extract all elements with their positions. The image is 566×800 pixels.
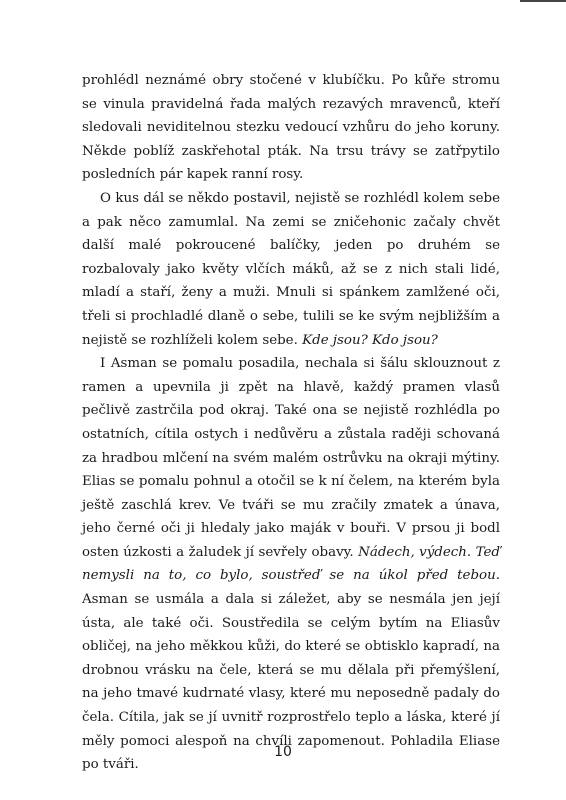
paragraph-3-italic: Nádech, výdech. Teď nemysli na to, co bylo, soustřeď se na úkol před tebou. xyxy=(82,544,500,584)
paragraph-3-text-a: I Asman se pomalu posadila, nechala si šálu sklouznout z ramen a upevnila ji zpět na hlavě, každý pramen vlasů pečlivě zastrčila pod okraj. Také ona se nejistě rozhlédla po ostatních, cítila ostych i nedůvěru a zůstala raději schovaná za hradbou mlčení na svém malém ostrůvku na okraji mýtiny. Elias se pomalu pohnul a otočil se k ní čelem, na kterém byla ještě zaschlá krev. Ve tváři se mu zračily zmatek a únava, jeho černé oči ji hledaly jako maják v bouři. V prsou ji bodl osten úzkosti a žaludek jí sevřely obavy. xyxy=(82,356,500,560)
paragraph-2-text: O kus dál se někdo postavil, nejistě se rozhlédl kolem sebe a pak něco zamumlal. Na zemi se zničehonic začaly chvět další malé pokroucené balíčky, jeden po druhém se rozbalovaly jako květy vlčích máků, až se z nich stali lidé, mladí a staří, ženy a muži. Mnuli si spánkem zamlžené oči, třeli si prochladlé dlaně o sebe, tulili se ke svým nejbližším a nejistě se rozhlíželi kolem sebe. xyxy=(82,190,500,348)
page-corner-mark xyxy=(520,0,566,2)
page-number: 10 xyxy=(274,744,292,760)
paragraph-3 xyxy=(82,352,500,777)
body-text xyxy=(82,69,500,777)
paragraph-1-text: prohlédl neznámé obry stočené v klubíčku. Po kůře stromu se vinula pravidelná řada malých rezavých mravenců, kteří sledovali neviditelnou stezku vedoucí vzhůru do jeho koruny. Někde poblíž zaskřehotal pták. Na trsu trávy se zatřpytilo posledních pár kapek ranní rosy. xyxy=(82,73,500,183)
paragraph-2 xyxy=(82,187,500,352)
paragraph-2-italic: Kde jsou? Kdo jsou? xyxy=(302,332,438,348)
paragraph-3-text-b: Asman se usmála a dala si záležet, aby se nesmála jen její ústa, ale také oči. Soustředila se celým bytím na Eliasův obličej, na jeho měkkou kůži, do které se obtisklo kapradí, na drobnou vrásku na čele, která se mu dělala při přemýšlení, na jeho tmavé kudrnaté vlasy, které mu neposedně padaly do čela. Cítila, jak se jí uvnitř rozprostřelo teplo a láska, které jí měly pomoci alespoň na chvíli zapomenout. Pohladila Eliase po tváři. xyxy=(82,592,500,773)
paragraph-1 xyxy=(82,69,500,187)
